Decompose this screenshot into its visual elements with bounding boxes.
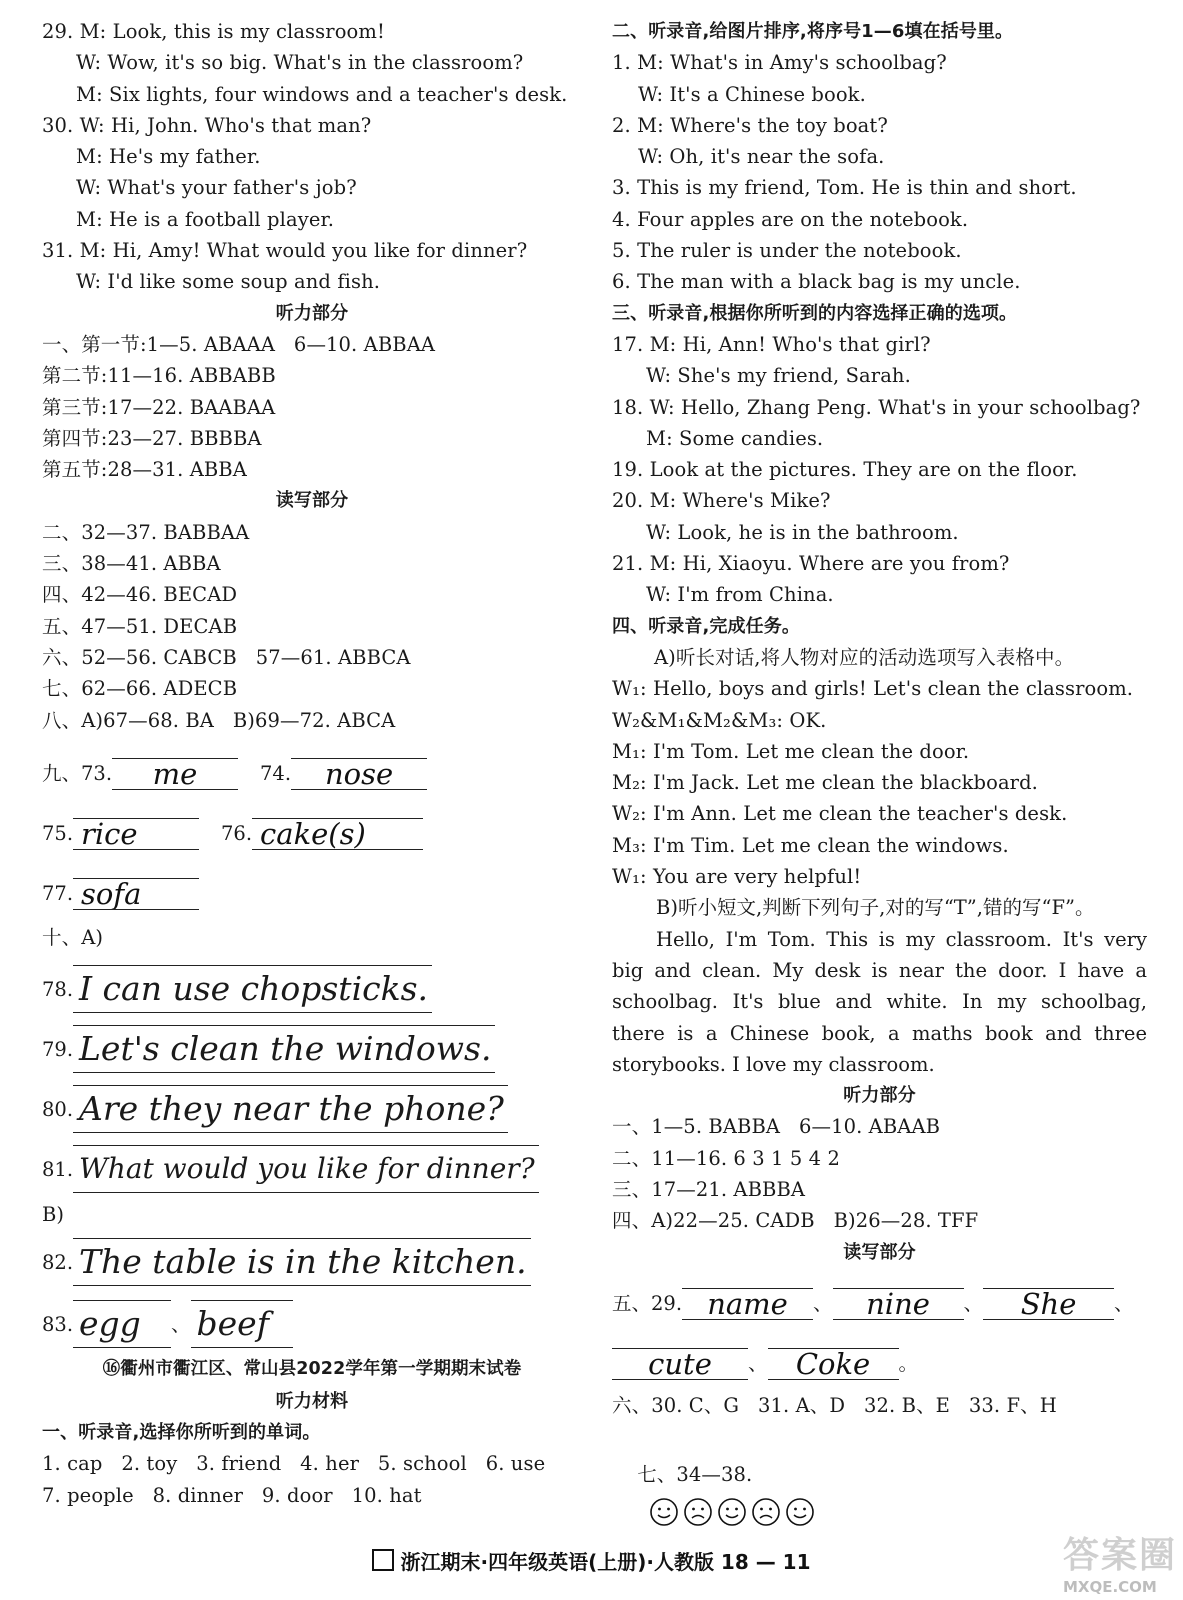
separator: 、 [813,1291,833,1315]
script-line: 2. M: Where's the toy boat? [612,113,888,137]
q80-label: 80. [42,1098,74,1122]
answer-line: 二、32—37. BABBAA [42,520,250,544]
q75-answer: rice [73,814,199,854]
answer-line: 四、A)22—25. CADB B)26—28. TFF [612,1209,979,1233]
sad-face-icon [751,1497,781,1527]
script-line: W: Look, he is in the bathroom. [646,520,959,544]
q77-row [42,854,582,914]
footer-text: 浙江期末·四年级英语(上册)·人教版 18 — 11 [400,1550,811,1574]
answer-line: 一、第一节:1—5. ABAAA 6—10. ABBAA [42,332,436,356]
script-line: W: She's my friend, Sarah. [646,364,911,388]
q29-row-2 [612,1324,1147,1384]
q81-row [42,1133,582,1193]
script-line: W₁: You are very helpful! [612,865,862,889]
listening-section-title: 听力部分 [843,1085,916,1107]
section3-title: 三、听录音,根据你所听到的内容选择正确的选项。 [612,302,1018,324]
material-title: 听力材料 [275,1390,349,1412]
answer-line: 六、52—56. CABCB 57—61. ABBCA [42,645,411,669]
q76-answer: cake(s) [252,814,423,854]
left-column [42,16,582,1511]
smiley-face-icon [717,1497,747,1527]
q82-label: 82. [42,1251,74,1275]
q83-row [42,1286,582,1348]
q74-label: 74. [260,761,292,785]
script-line: W: It's a Chinese book. [638,82,866,106]
q79-row [42,1013,582,1073]
listening-passage: Hello, I'm Tom. This is my classroom. It's very big and clean. My desk is near the door. I have a schoolbag. It's blue and white. In my schoolbag, there is a Chinese book, a maths book and three storybooks. I love my classroom. [612,927,1147,1076]
word-list: 1. cap 2. toy 3. friend 4. her 5. school 6. use [42,1452,546,1476]
answer-line: 第四节:23—27. BBBBA [42,426,262,450]
q78-label: 78. [42,978,74,1002]
answer-line: 三、38—41. ABBA [42,552,221,576]
answer-line: 四、42—46. BECAD [42,583,238,607]
q29-word-2: nine [833,1284,964,1324]
section2-title: 二、听录音,给图片排序,将序号1—6填在括号里。 [612,21,1014,42]
smiley-face-icon [649,1497,679,1527]
q29-word-4: cute [612,1344,748,1384]
word-list: 7. people 8. dinner 9. door 10. hat [42,1483,422,1507]
q74-answer: nose [291,754,427,794]
qb-label: B) [42,1203,65,1227]
q83-answer-b: beef [191,1300,293,1348]
script-line: 6. The man with a black bag is my uncle. [612,270,1021,294]
dialog-line: 30. W: Hi, John. Who's that man? [42,113,372,137]
script-line: M₂: I'm Jack. Let me clean the blackboard. [612,771,1038,795]
q29-row [612,1268,1147,1324]
q73-label: 九、73. [42,761,113,785]
script-line: 3. This is my friend, Tom. He is thin and short. [612,176,1077,200]
answer-line: 五、47—51. DECAB [42,614,238,638]
answer-line: 一、1—5. BABBA 6—10. ABAAB [612,1115,941,1139]
smiley-face-icon [785,1497,815,1527]
dialog-line: W: Wow, it's so big. What's in the classroom? [76,51,524,75]
faces-answer [649,1497,815,1527]
section1-title: 一、听录音,选择你所听到的单词。 [42,1422,321,1444]
reading-writing-title: 读写部分 [275,490,349,512]
dialog-line: W: I'd like some soup and fish. [76,270,381,294]
dialog-29 [42,16,582,110]
page-footer [0,1546,1183,1575]
separator: 、 [748,1351,768,1375]
q29-word-3: She [983,1284,1114,1324]
q75-label: 75. [42,821,74,845]
q10-label: 十、A) [42,925,104,949]
section4-part-b: B)听小短文,判断下列句子,对的写“T”,错的写“F”。 [656,896,1095,920]
q79-label: 79. [42,1038,74,1062]
q79-answer: Let's clean the windows. [73,1025,495,1073]
script-line: W₁: Hello, boys and girls! Let's clean the classroom. [612,677,1134,701]
q80-answer: Are they near the phone? [73,1085,508,1133]
q78-row [42,953,582,1013]
answer-line: 六、30. C、G 31. A、D 32. B、E 33. F、H [612,1393,1057,1417]
q77-label: 77. [42,881,74,905]
q75-76-row [42,794,582,854]
watermark-logo: 答案圈 [1062,1535,1177,1576]
dialog-line: M: Six lights, four windows and a teacher's desk. [76,82,568,106]
watermark-url: MXQE.COM [1062,1578,1157,1596]
script-line: M: Some candies. [646,426,824,450]
dialog-line: M: He is a football player. [76,207,335,231]
q73-answer: me [112,754,238,794]
script-line: M₃: I'm Tim. Let me clean the windows. [612,833,1009,857]
q29-word-5: Coke [768,1344,899,1384]
answer-line: 三、17—21. ABBBA [612,1177,806,1201]
section4-title: 四、听录音,完成任务。 [612,615,800,637]
script-line: W: Oh, it's near the sofa. [638,145,885,169]
section4-part-a: A)听长对话,将人物对应的活动选项写入表格中。 [654,645,1075,669]
script-line: W₂&M₁&M₂&M₃: OK. [612,708,827,732]
script-line: 5. The ruler is under the notebook. [612,239,962,263]
q83-label: 83. [42,1313,74,1337]
listening-section-title: 听力部分 [275,302,349,324]
answer-line: 二、11—16. 6 3 1 5 4 2 [612,1146,840,1170]
dialog-31 [42,235,582,298]
script-line: W₂: I'm Ann. Let me clean the teacher's desk. [612,802,1068,826]
script-line: 18. W: Hello, Zhang Peng. What's in your schoolbag? [612,395,1141,419]
script-line: 1. M: What's in Amy's schoolbag? [612,51,947,75]
sad-face-icon [683,1497,713,1527]
q76-label: 76. [221,821,253,845]
script-line: 19. Look at the pictures. They are on the floor. [612,458,1078,482]
answer-line: 第五节:28—31. ABBA [42,458,247,482]
q82-row [42,1230,582,1286]
answer-line: 八、A)67—68. BA B)69—72. ABCA [42,708,396,732]
script-line: M₁: I'm Tom. Let me clean the door. [612,739,970,763]
q80-row [42,1073,582,1133]
footer-square-icon [372,1549,394,1571]
q29-word-1: name [682,1284,813,1324]
answer-line: 第二节:11—16. ABBABB [42,364,276,388]
watermark [1063,1527,1177,1596]
q83-separator: 、 [171,1313,191,1337]
script-line: 20. M: Where's Mike? [612,489,831,513]
period: 。 [898,1351,919,1375]
q81-label: 81. [42,1158,74,1182]
q29-label: 五、29. [612,1291,683,1315]
answer-line: 第三节:17—22. BAABAA [42,395,276,419]
separator: 、 [1114,1291,1134,1315]
dialog-30 [42,110,582,235]
q82-answer: The table is in the kitchen. [73,1238,531,1286]
script-line: 21. M: Hi, Xiaoyu. Where are you from? [612,552,1010,576]
script-line: W: I'm from China. [646,583,834,607]
q78-answer: I can use chopsticks. [73,965,432,1013]
exam-title: ⑯衢州市衢江区、常山县2022学年第一学期期末试卷 [102,1359,522,1380]
script-line: 4. Four apples are on the notebook. [612,207,969,231]
q83-answer-a: egg [73,1300,171,1348]
dialog-line: W: What's your father's job? [76,176,357,200]
dialog-line: 29. M: Look, this is my classroom! [42,20,385,43]
answer-line: 七、62—66. ADECB [42,677,238,701]
q77-answer: sofa [73,874,199,914]
q34-38-label: 七、34—38. [637,1463,753,1487]
script-line: 17. M: Hi, Ann! Who's that girl? [612,332,931,356]
right-column [612,16,1147,1565]
dialog-line: 31. M: Hi, Amy! What would you like for dinner? [42,239,528,263]
q73-74-row [42,736,582,794]
separator: 、 [963,1291,984,1315]
dialog-line: M: He's my father. [76,145,261,169]
q81-answer: What would you like for dinner? [73,1145,539,1193]
reading-writing-title: 读写部分 [843,1241,916,1263]
